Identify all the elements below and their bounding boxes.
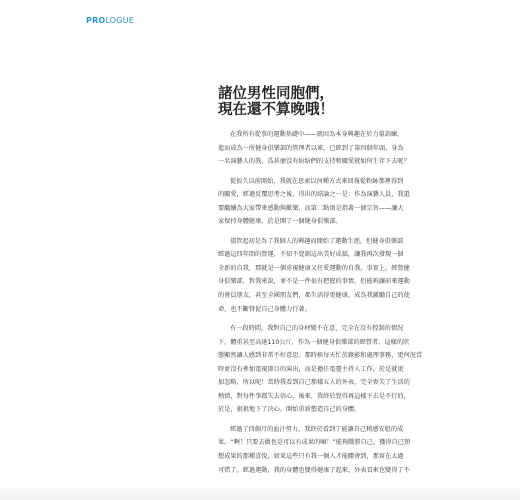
paragraph-line: 命，也不斷督促自己身體力行著。 — [218, 305, 311, 313]
chapter-title-line-2: 現在還不算晚哦！ — [218, 102, 334, 118]
paragraph-line: 想成果的那種喜悅，如果這些只有我一個人才能體會到，那實在太過 — [218, 453, 404, 461]
paragraph-line: 在我所有從事的運動基礎中——就因為本身興趣在於力量訓練， — [230, 131, 404, 138]
paragraph — [218, 128, 440, 169]
page-bottom-edge — [0, 486, 520, 500]
chapter-title-line-1: 諸位男性同胞們， — [218, 86, 334, 102]
paragraph-line: 果。“啊！只要去做也是可以有成果的嘛！”能夠戰勝自己，獲得自己預 — [218, 439, 411, 447]
paragraph-line: 可惜了。經過運動，我的身體也變得健康了起來，外表看來也變得了不 — [218, 466, 410, 474]
chapter-title — [218, 86, 438, 118]
paragraph — [218, 175, 440, 229]
paragraph-line: 經過了四個月的血汗努力，我終於看到了能讓自己稍感安慰的成 — [230, 425, 404, 433]
section-tag-accent: PRO — [86, 16, 106, 25]
paragraph-line: 一名演藝人的我，爲甚麼沒有紛紛們的支持和關愛就如何生存下去呢？ — [218, 158, 410, 166]
paragraph-line: 熱情，對每件事都失去信心，後來，我終於覺得再這樣下去是不行的， — [218, 392, 410, 400]
paragraph-line: 的關愛，經過反覆思考之後，得出的結論之一是：作為演藝人員，我還 — [218, 191, 410, 199]
paragraph-line: 加忽略，所以呢！當時我看到自己那樣五人的外表，完全喪失了生活的 — [218, 379, 410, 387]
paragraph-line: 時並沒有參加電視節目的演出，而是擔任電臺主持人工作，於是就更 — [218, 365, 404, 373]
paragraph-line: 經過這四年間的營運，不知不覺副這出美好成績，讓我再次發現一個 — [218, 251, 404, 259]
body-text — [218, 128, 440, 483]
paragraph-line: 於是，狠狠地下了決心，開始重新塑造自己的身體。 — [218, 406, 361, 414]
paragraph-line: 全新的自我，那就是一個重視健康又狂愛運動的自我。事實上，經營健 — [218, 264, 410, 272]
paragraph-line: 的會員朋友，甚至全國朋友們，都生活得更健康，成為我激勵自己的使 — [218, 292, 410, 300]
paragraph-line: 儘管起初是為了我個人的興趣而開始了運動生涯，但健身俱樂部 — [230, 237, 404, 245]
section-tag-rest: LOGUE — [105, 16, 135, 25]
paragraph-line: 從很久以前開始，我就在思索以何種方式來回報從粉絲那裡得到 — [230, 177, 404, 185]
paragraph-line: 家保持身體健康，於是開了一個健身俱樂部。 — [218, 218, 342, 226]
paragraph — [218, 322, 440, 417]
paragraph-line: 有一段時間，我對自己的身材變不在意，完全在沒有控制的情況 — [230, 325, 404, 333]
paragraph-line: 態顯然讓人感到非常不好意思。那時候每天忙於錄影和處理事務，更何況當 — [218, 352, 423, 360]
paragraph-line: 下，體重甚至高達110公斤，作為一個健身俱樂部的經營者，這樣的狀 — [218, 338, 410, 346]
section-tag — [86, 16, 134, 25]
paragraph-line: 要繼續為大家帶來感動與歡樂，而第二點則是指著一個宗旨——讓大 — [218, 204, 404, 212]
paragraph-line: 進而成為一所健身俱樂部的管理者以來，已經到了第四個年頭。身為 — [218, 144, 404, 152]
paragraph-line: 身俱樂部，對我來說，並不是一件很有把握的事情，但能夠讓前來運動 — [218, 278, 410, 286]
paragraph — [218, 235, 440, 316]
paragraph — [218, 423, 440, 477]
